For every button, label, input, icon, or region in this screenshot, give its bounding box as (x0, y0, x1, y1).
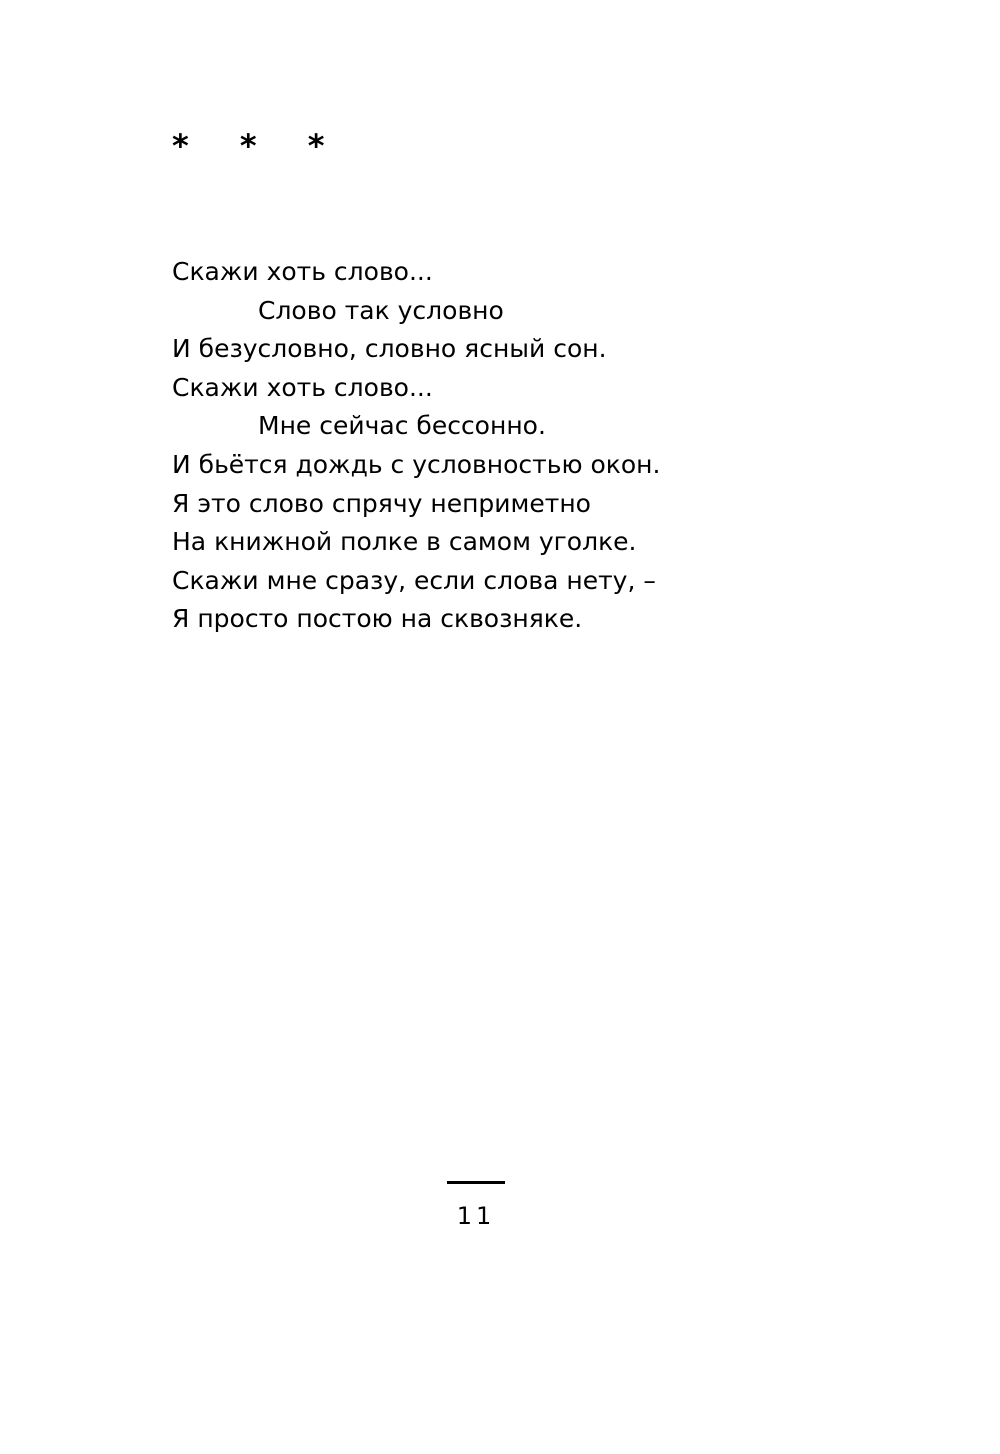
poem-line: Скажи мне сразу, если слова нету, – (172, 565, 656, 595)
poem-line: На книжной полке в самом уголке. (172, 527, 637, 557)
poem-line: Скажи хоть слово... (172, 372, 433, 402)
poem-line: Я просто постою на сквозняке. (172, 604, 583, 634)
footer-rule (447, 1181, 505, 1184)
poem-line: Скажи хоть слово... (172, 257, 433, 286)
poem (172, 253, 932, 639)
poem-line: Мне сейчас бессонно. (258, 411, 546, 441)
page-number: 11 (456, 1202, 496, 1230)
poem-line: Я это слово спрячу неприметно (172, 488, 591, 518)
section-marker: * * * (172, 127, 345, 165)
poem-line: И безусловно, словно ясный сон. (172, 334, 607, 364)
poem-line: И бьётся дождь с условностью окон. (172, 449, 661, 479)
poem-line: Слово так условно (258, 295, 504, 325)
